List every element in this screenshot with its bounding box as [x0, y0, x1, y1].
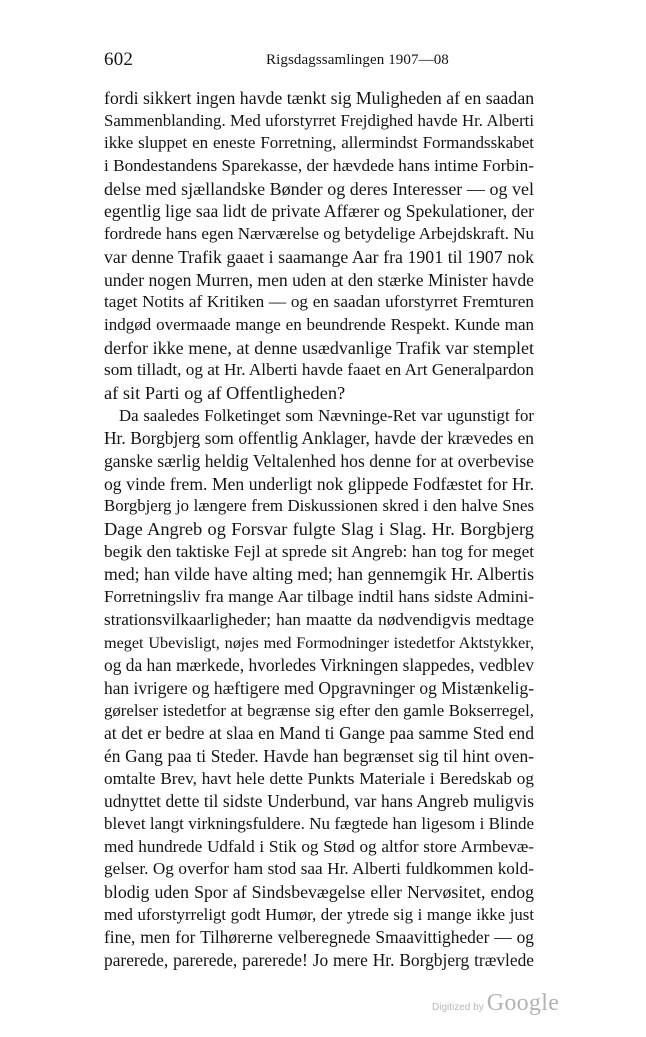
text-line: derfor ikke mene, at denne usædvanlige Trafik var stemplet [104, 337, 534, 358]
text-line: Borgbjerg jo længere frem Diskussionen skred i den halve Snes [104, 496, 534, 516]
paragraph-start-line: Da saaledes Folketinget som Nævninge-Ret var ugunstigt for [119, 405, 534, 425]
text-line: ikke sluppet en eneste Forretning, allermindst Formandsskabet [104, 133, 534, 153]
text-line: var denne Trafik gaaet i saamange Aar fra 1901 til 1907 nok [104, 246, 534, 267]
page-number: 602 [104, 49, 134, 70]
text-line: begik den taktiske Fejl at sprede sit Angreb: han tog for meget [104, 541, 534, 561]
text-line: ganske særlig heldig Veltalenhed hos denne for at overbevise [104, 451, 534, 471]
text-line: som tilladt, og at Hr. Alberti havde faaet en Art Generalpardon [104, 360, 534, 380]
text-line: blodig uden Spor af Sindsbevægelse eller Nervøsitet, endog [104, 882, 534, 903]
text-line: og da han mærkede, hvorledes Virkningen slappedes, vedblev [104, 655, 534, 676]
text-line: taget Notits af Kritiken — og en saadan uforstyrret Fremturen [104, 292, 534, 312]
text-line: med hundrede Udfald i Stik og Stød og altfor store Armbevæ- [104, 836, 534, 856]
text-line: meget Ubevisligt, nøjes med Formodninger istedetfor Aktstykker, [104, 633, 534, 652]
text-line: parerede, parerede, parerede! Jo mere Hr. Borgbjerg trævlede [104, 950, 534, 971]
text-line: blevet langt virkningsfuldere. Nu fægtede han ligesom i Blinde [104, 814, 534, 833]
text-line: Dage Angreb og Forsvar fulgte Slag i Slag. Hr. Borgbjerg [104, 519, 534, 540]
text-line: fine, men for Tilhørerne velberegnede Smaavittigheder — og [104, 927, 534, 948]
text-line: strationsvilkaarligheder; han maatte da nødvendigvis medtage [104, 609, 534, 629]
text-line: delse med sjællandske Bønder og deres Interesser — og vel [104, 178, 534, 199]
text-line: i Bondestandens Sparekasse, der hævdede hans intime Forbin- [104, 156, 534, 176]
text-line: én Gang paa ti Steder. Havde han begrænset sig til hint oven- [104, 745, 534, 766]
text-line: og vinde frem. Men underligt nok glippede Fodfæstet for Hr. [104, 473, 534, 494]
text-line: med; han vilde have alting med; han gennemgik Hr. Albertis [104, 564, 534, 585]
text-line: under nogen Murren, men uden at den stærke Minister havde [104, 269, 534, 290]
text-line: Hr. Borgbjerg som offentlig Anklager, havde der krævedes en [104, 428, 534, 449]
text-line: med uforstyrreligt godt Humør, der ytrede sig i mange ikke just [104, 904, 534, 924]
text-line: fordi sikkert ingen havde tænkt sig Muligheden af en saadan [104, 88, 535, 108]
google-watermark [432, 990, 559, 1017]
paragraph-end-line: af sit Parti og af Offentligheden? [104, 382, 346, 403]
text-line: udnyttet dette til sidste Underbund, var hans Angreb muligvis [104, 791, 534, 812]
body-text [104, 87, 534, 972]
text-line: at det er bedre at slaa en Mand ti Gange paa samme Sted end [104, 723, 534, 744]
google-logo: Google [486, 990, 560, 1016]
watermark-prefix: Digitized by [432, 1002, 484, 1013]
text-line: han ivrigere og hæftigere med Opgravninger og Mistænkelig- [104, 677, 534, 698]
text-line: gelser. Og overfor ham stod saa Hr. Alberti fuldkommen kold- [104, 859, 534, 879]
text-line: Sammenblanding. Med uforstyrret Frejdighed havde Hr. Alberti [104, 110, 534, 130]
text-line: gørelser istedetfor at begrænse sig efter den gamle Bokserregel, [104, 700, 534, 720]
text-line: omtalte Brev, havt hele dette Punkts Materiale i Beredskab og [104, 768, 534, 788]
text-line: Forretningsliv fra mange Aar tilbage indtil hans sidste Admini- [104, 587, 534, 607]
text-line: fordrede hans egen Nærværelse og betydelige Arbejdskraft. Nu [104, 224, 534, 244]
text-line: egentlig lige saa lidt de private Affærer og Spekulationer, der [104, 201, 534, 222]
running-head: Rigsdagssamlingen 1907—08 [266, 52, 449, 68]
text-line: indgød overmaade mange en beundrende Respekt. Kunde man [104, 314, 534, 334]
